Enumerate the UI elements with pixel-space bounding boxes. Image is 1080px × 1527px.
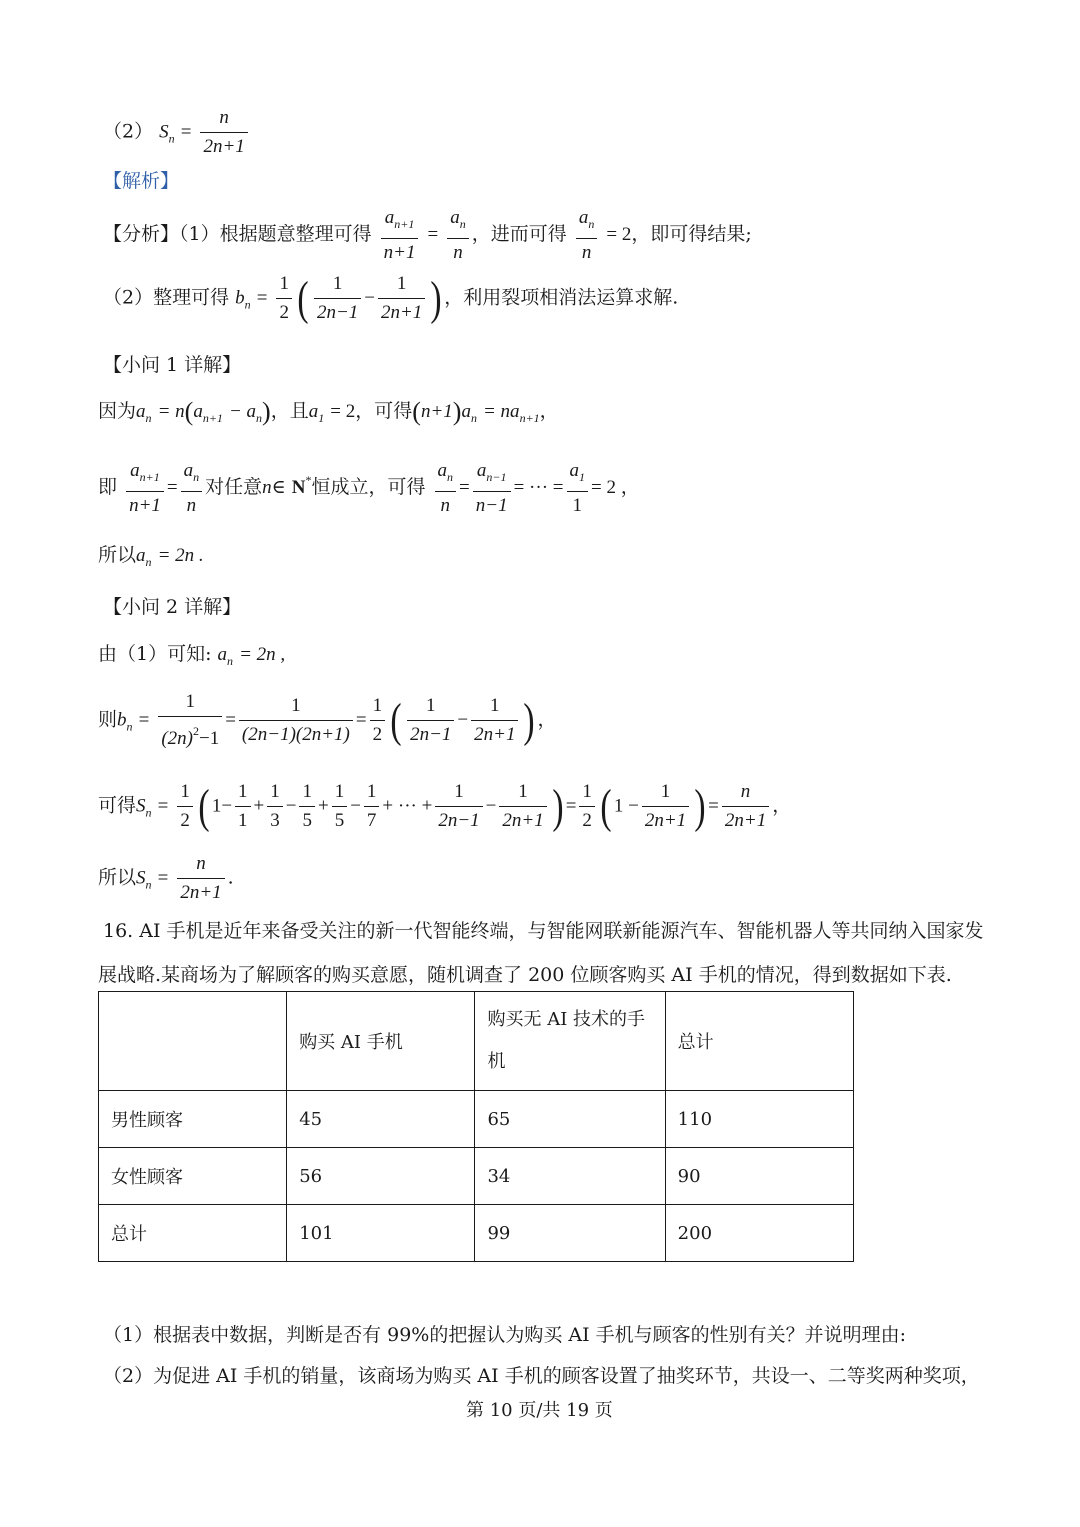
fraction: $\frac{n}{2n+1}$ [177, 850, 224, 907]
q2-line-2: 则$b_n$ = $\frac{1}{(2n)^2-1}$ = $\frac{1}{(2n-1)(2n+1)}$ = $\frac{1}{2}$ ( $\frac{1}{2n-1}$ − $\frac{1}{2n+1}$ ) ， [98, 688, 556, 753]
fraction: $\frac{a_n}{n}$ [435, 456, 457, 520]
table-row [99, 1205, 854, 1262]
equals: = [180, 121, 192, 143]
fraction: $\frac{1}{(2n)^2-1}$ [158, 688, 222, 753]
fraction: $\frac{1}{2}$ [370, 692, 386, 749]
q2-line-1: 由（1）可知: $a_n = 2n$ , [98, 643, 286, 668]
analysis-line-1: 【分析】（1）根据题意整理可得 $\frac{a_{n+1}}{n+1}$ = $\frac{a_n}{n}$ ，进而可得 $\frac{a_n}{n}$ = 2，即可得结果; [103, 203, 752, 267]
fraction: $\frac{1}{2n-1}$ [435, 778, 482, 835]
table-cell: 女性顾客 [99, 1148, 287, 1205]
table-cell: 34 [475, 1148, 665, 1205]
table-cell: 101 [287, 1205, 475, 1262]
page-footer: 第 10 页/共 19 页 [466, 1400, 613, 1421]
table-cell: 56 [287, 1148, 475, 1205]
q2-tag: 【小问 2 详解】 [103, 596, 242, 618]
fraction: $\frac{1}{2n+1}$ [471, 692, 518, 749]
analysis-tag: 【解析】 [103, 170, 180, 192]
fraction: $\frac{1}{2}$ [177, 778, 193, 835]
fraction: $\frac{n}{2n+1}$ [200, 104, 247, 161]
table-header-row [99, 992, 854, 1091]
table-cell: 90 [665, 1148, 853, 1205]
fraction: $\frac{a_{n+1}}{n+1}$ [381, 203, 419, 267]
fraction: $\frac{a_n}{n}$ [181, 456, 203, 520]
survey-table [98, 991, 854, 1262]
fraction: $\frac{1}{2n-1}$ [407, 692, 454, 749]
problem-16-line-1: 16. AI 手机是近年来备受关注的新一代智能终端，与智能网联新能源汽车、智能机器人等共同纳入国家发 [103, 920, 984, 942]
fraction: $\frac{1}{2n+1}$ [378, 270, 425, 327]
fraction: $\frac{a_n}{n}$ [447, 203, 469, 267]
q1-line-2: 即 $\frac{a_{n+1}}{n+1}$ = $\frac{a_n}{n}$ 对任意n∈ N*恒成立，可得 $\frac{a_n}{n}$ = $\frac{a_{n-1}}{n-1}$ = ··· = $\frac{a_1}{1}$ = 2 ， [98, 456, 640, 520]
table-cell: 99 [475, 1205, 665, 1262]
part-label: （2） [103, 120, 154, 143]
fraction: $\frac{1}{2n-1}$ [314, 270, 361, 327]
fraction: $\frac{1}{1}$ [235, 778, 251, 835]
table-cell: 110 [665, 1091, 853, 1148]
fraction: $\frac{1}{2}$ [276, 270, 292, 327]
sum-symbol: S [159, 121, 169, 143]
table-cell: 购买 AI 手机 [287, 992, 475, 1091]
q2-line-4: 所以$S_n$ = $\frac{n}{2n+1}$ . [98, 850, 234, 907]
fraction: $\frac{1}{2n+1}$ [642, 778, 689, 835]
problem-16-line-2: 展战略.某商场为了解顾客的购买意愿，随机调查了 200 位顾客购买 AI 手机的情况，得到数据如下表. [98, 964, 952, 986]
q2-line-3: 可得$S_n$ = $\frac{1}{2}$ ( 1− $\frac{1}{1}$ + $\frac{1}{3}$ − $\frac{1}{5}$ + $\frac{1}{5}$ − $\frac{1}{7}$ + ··· + $\frac{1}{2n-1}$ − $\frac{1}{2n+1}$ ) = $\frac{1}{2}$ ( 1 − $\frac{1}{2n+1}$ ) = $\frac{n}{2n+1}$ ， [98, 778, 791, 835]
problem-16-sub-2: （2）为促进 AI 手机的销量，该商场为购买 AI 手机的顾客设置了抽奖环节，共设一、二等奖两种奖项， [103, 1365, 980, 1387]
fraction: $\frac{a_1}{1}$ [567, 456, 589, 520]
q1-tag: 【小问 1 详解】 [103, 354, 242, 376]
table-cell: 200 [665, 1205, 853, 1262]
fraction: $\frac{1}{5}$ [332, 778, 348, 835]
fraction: $\frac{a_{n-1}}{n-1}$ [473, 456, 511, 520]
analysis-line-2: （2）整理可得 $b_n$ = $\frac{1}{2}$ ( $\frac{1}{2n-1}$ − $\frac{1}{2n+1}$ ) ，利用裂项相消法运算求解. [103, 270, 678, 327]
problem-16-sub-1: （1）根据表中数据，判断是否有 99%的把握认为购买 AI 手机与顾客的性别有关？并说明理由: [103, 1324, 907, 1346]
table-cell: 65 [475, 1091, 665, 1148]
q1-line-3: 所以$a_n = 2n$ . [98, 544, 204, 569]
table-cell: 男性顾客 [99, 1091, 287, 1148]
fraction: $\frac{1}{(2n-1)(2n+1)}$ [239, 692, 353, 749]
fraction: $\frac{a_n}{n}$ [576, 203, 598, 267]
q1-line-1: 因为$a_n = n(a_{n+1} - a_n)$，且$a_1 = 2$，可得$(n+1)a_n = na_{n+1}$， [98, 397, 559, 426]
table-cell [99, 992, 287, 1091]
fraction: $\frac{n}{2n+1}$ [722, 778, 769, 835]
fraction: $\frac{1}{5}$ [299, 778, 315, 835]
table-cell: 购买无 AI 技术的手机 [475, 992, 665, 1091]
part2-answer [103, 104, 251, 161]
fraction: $\frac{1}{2}$ [579, 778, 595, 835]
fraction: $\frac{a_{n+1}}{n+1}$ [126, 456, 164, 520]
fraction: $\frac{1}{2n+1}$ [499, 778, 546, 835]
table-cell: 45 [287, 1091, 475, 1148]
table-cell: 总计 [99, 1205, 287, 1262]
table-row [99, 1091, 854, 1148]
fraction: $\frac{1}{7}$ [364, 778, 380, 835]
table-cell: 总计 [665, 992, 853, 1091]
table-row [99, 1148, 854, 1205]
subscript: n [168, 131, 175, 146]
fraction: $\frac{1}{3}$ [267, 778, 283, 835]
